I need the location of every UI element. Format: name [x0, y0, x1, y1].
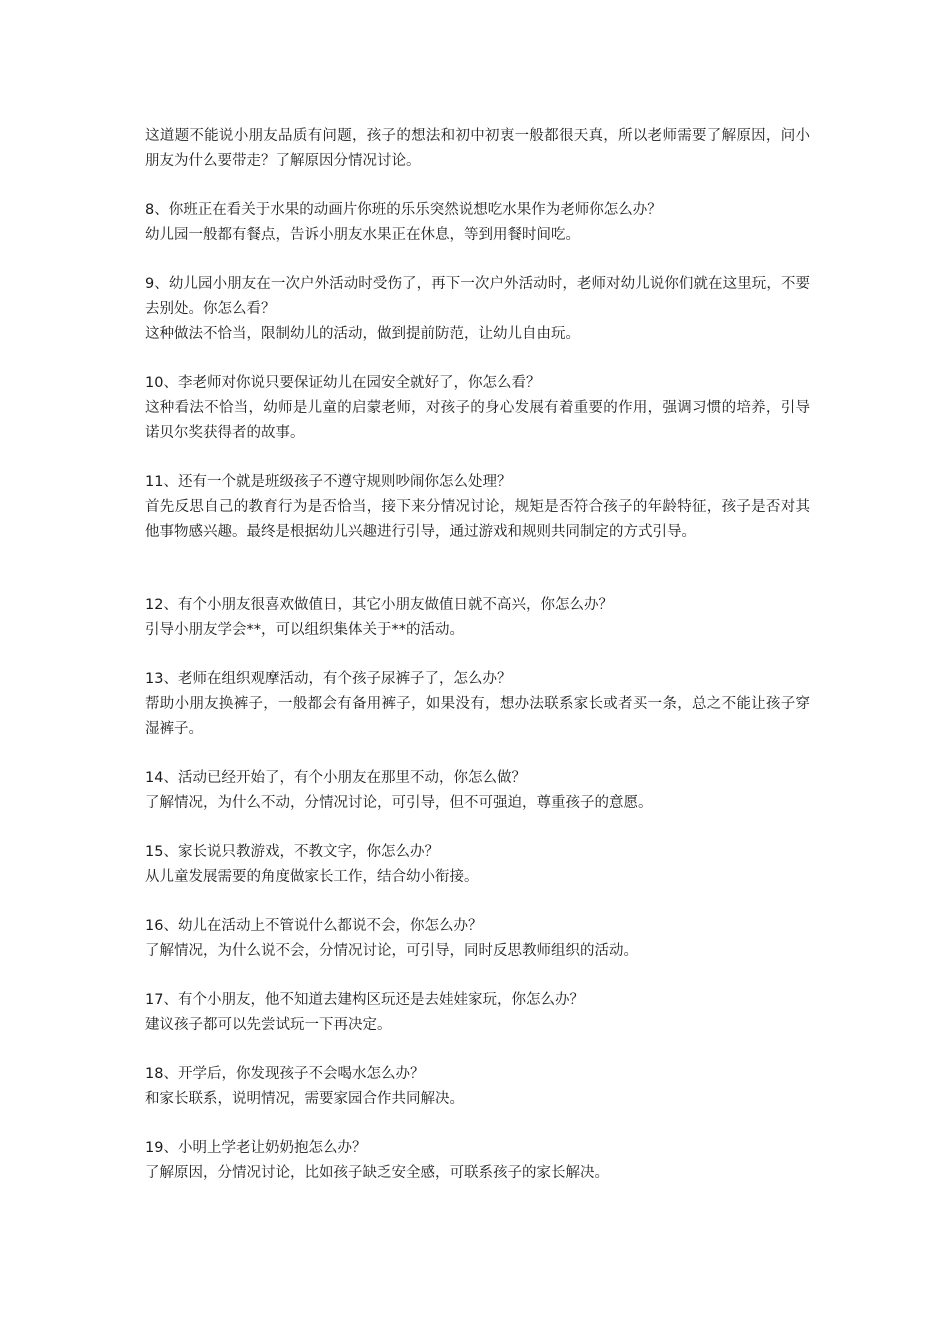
answer-text: 这种看法不恰当，幼师是儿童的启蒙老师，对孩子的身心发展有着重要的作用，强调习惯的培养，引导诺贝尔奖获得者的故事。 — [145, 400, 810, 441]
answer-text: 这种做法不恰当，限制幼儿的活动，做到提前防范，让幼儿自由玩。 — [145, 326, 580, 342]
qa-item-11 — [145, 470, 810, 545]
answer-text: 引导小朋友学会**，可以组织集体关于**的活动。 — [145, 622, 464, 638]
question-text: 13、老师在组织观摩活动，有个孩子尿裤子了，怎么办？ — [145, 671, 512, 687]
document-body — [145, 124, 810, 1210]
answer-text: 了解情况，为什么不动，分情况讨论，可引导，但不可强迫，尊重孩子的意愿。 — [145, 795, 653, 811]
qa-item-13 — [145, 667, 810, 742]
answer-text: 建议孩子都可以先尝试玩一下再决定。 — [145, 1017, 392, 1033]
qa-item-16 — [145, 914, 810, 964]
question-text: 18、开学后，你发现孩子不会喝水怎么办？ — [145, 1066, 425, 1082]
question-text: 16、幼儿在活动上不管说什么都说不会，你怎么办？ — [145, 918, 483, 934]
qa-item-9 — [145, 272, 810, 347]
answer-text: 从儿童发展需要的角度做家长工作，结合幼小衔接。 — [145, 869, 479, 885]
qa-item-10 — [145, 371, 810, 446]
qa-item-19 — [145, 1136, 810, 1186]
question-text: 11、还有一个就是班级孩子不遵守规则吵闹你怎么处理？ — [145, 474, 512, 490]
answer-text: 了解情况，为什么说不会，分情况讨论，可引导，同时反思教师组织的活动。 — [145, 943, 638, 959]
answer-text: 帮助小朋友换裤子，一般都会有备用裤子，如果没有，想办法联系家长或者买一条，总之不能让孩子穿湿裤子。 — [145, 696, 810, 737]
question-text: 10、李老师对你说只要保证幼儿在园安全就好了，你怎么看？ — [145, 375, 541, 391]
qa-item-12 — [145, 593, 810, 643]
intro-paragraph — [145, 124, 810, 174]
intro-text: 这道题不能说小朋友品质有问题，孩子的想法和初中初衷一般都很天真，所以老师需要了解原因，问小朋友为什么要带走？了解原因分情况讨论。 — [145, 128, 810, 169]
qa-item-15 — [145, 840, 810, 890]
question-text: 14、活动已经开始了，有个小朋友在那里不动，你怎么做？ — [145, 770, 526, 786]
question-text: 19、小明上学老让奶奶抱怎么办？ — [145, 1140, 367, 1156]
answer-text: 了解原因，分情况讨论，比如孩子缺乏安全感，可联系孩子的家长解决。 — [145, 1165, 609, 1181]
question-text: 15、家长说只教游戏，不教文字，你怎么办？ — [145, 844, 439, 860]
qa-item-8 — [145, 198, 810, 248]
qa-item-14 — [145, 766, 810, 816]
answer-text: 和家长联系，说明情况，需要家园合作共同解决。 — [145, 1091, 464, 1107]
question-text: 12、有个小朋友很喜欢做值日，其它小朋友做值日就不高兴，你怎么办？ — [145, 597, 613, 613]
answer-text: 幼儿园一般都有餐点，告诉小朋友水果正在休息，等到用餐时间吃。 — [145, 227, 580, 243]
question-text: 8、你班正在看关于水果的动画片你班的乐乐突然说想吃水果作为老师你怎么办？ — [145, 202, 662, 218]
answer-text: 首先反思自己的教育行为是否恰当，接下来分情况讨论，规矩是否符合孩子的年龄特征，孩子是否对其他事物感兴趣。最终是根据幼儿兴趣进行引导，通过游戏和规则共同制定的方式引导。 — [145, 499, 810, 540]
question-text: 17、有个小朋友，他不知道去建构区玩还是去娃娃家玩，你怎么办？ — [145, 992, 584, 1008]
qa-item-18 — [145, 1062, 810, 1112]
question-text: 9、幼儿园小朋友在一次户外活动时受伤了，再下一次户外活动时，老师对幼儿说你们就在这里玩，不要去别处。你怎么看？ — [145, 276, 810, 317]
qa-item-17 — [145, 988, 810, 1038]
